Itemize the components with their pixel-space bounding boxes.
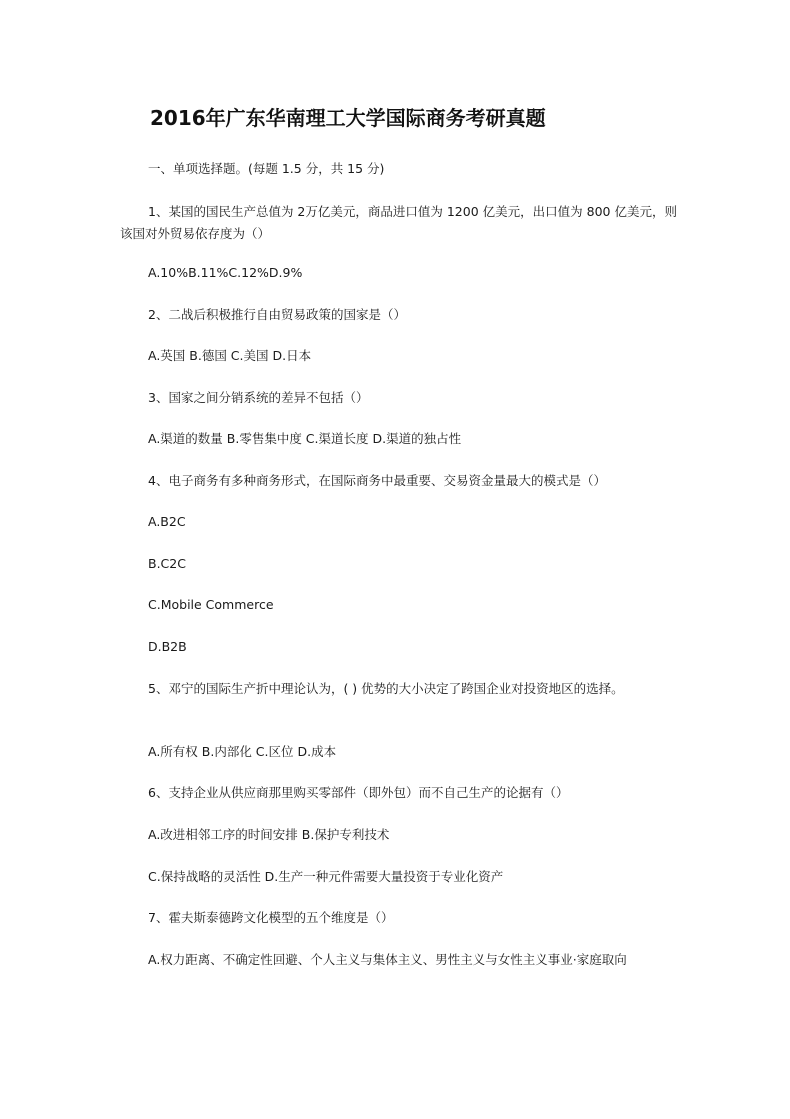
question-2-stem: 2、二战后积极推行自由贸易政策的国家是（） <box>148 307 406 322</box>
question-4-stem: 4、电子商务有多种商务形式，在国际商务中最重要、交易资金量最大的模式是（） <box>148 473 606 488</box>
section-heading: 一、单项选择题。(每题 1.5 分，共 15 分) <box>148 161 385 176</box>
question-4-option-a: A.B2C <box>148 514 186 529</box>
question-7-stem: 7、霍夫斯泰德跨文化模型的五个维度是（） <box>148 910 394 925</box>
document-title: 2016年广东华南理工大学国际商务考研真题 <box>150 106 546 130</box>
question-6-options-line-2: C.保持战略的灵活性 D.生产一种元件需要大量投资于专业化资产 <box>148 869 504 884</box>
question-7-options: A.权力距离、不确定性回避、个人主义与集体主义、男性主义与女性主义事业·家庭取向 <box>148 952 627 967</box>
question-5-stem: 5、邓宁的国际生产折中理论认为，( ) 优势的大小决定了跨国企业对投资地区的选择。 <box>148 681 624 696</box>
question-4-option-c: C.Mobile Commerce <box>148 597 274 612</box>
question-1-options: A.10%B.11%C.12%D.9% <box>148 265 303 280</box>
question-3-options: A.渠道的数量 B.零售集中度 C.渠道长度 D.渠道的独占性 <box>148 431 462 446</box>
question-6-stem: 6、支持企业从供应商那里购买零部件（即外包）而不自己生产的论据有（） <box>148 785 569 800</box>
question-1-stem: 1、某国的国民生产总值为 2万亿美元，商品进口值为 1200 亿美元，出口值为 800 亿美元，则该国对外贸易依存度为（） <box>120 204 677 241</box>
question-5-options: A.所有权 B.内部化 C.区位 D.成本 <box>148 744 337 759</box>
question-6-options-line-1: A.改进相邻工序的时间安排 B.保护专利技术 <box>148 827 390 842</box>
question-4-option-b: B.C2C <box>148 556 186 571</box>
question-4-option-d: D.B2B <box>148 639 187 654</box>
question-3-stem: 3、国家之间分销系统的差异不包括（） <box>148 390 369 405</box>
question-2-options: A.英国 B.德国 C.美国 D.日本 <box>148 348 312 363</box>
